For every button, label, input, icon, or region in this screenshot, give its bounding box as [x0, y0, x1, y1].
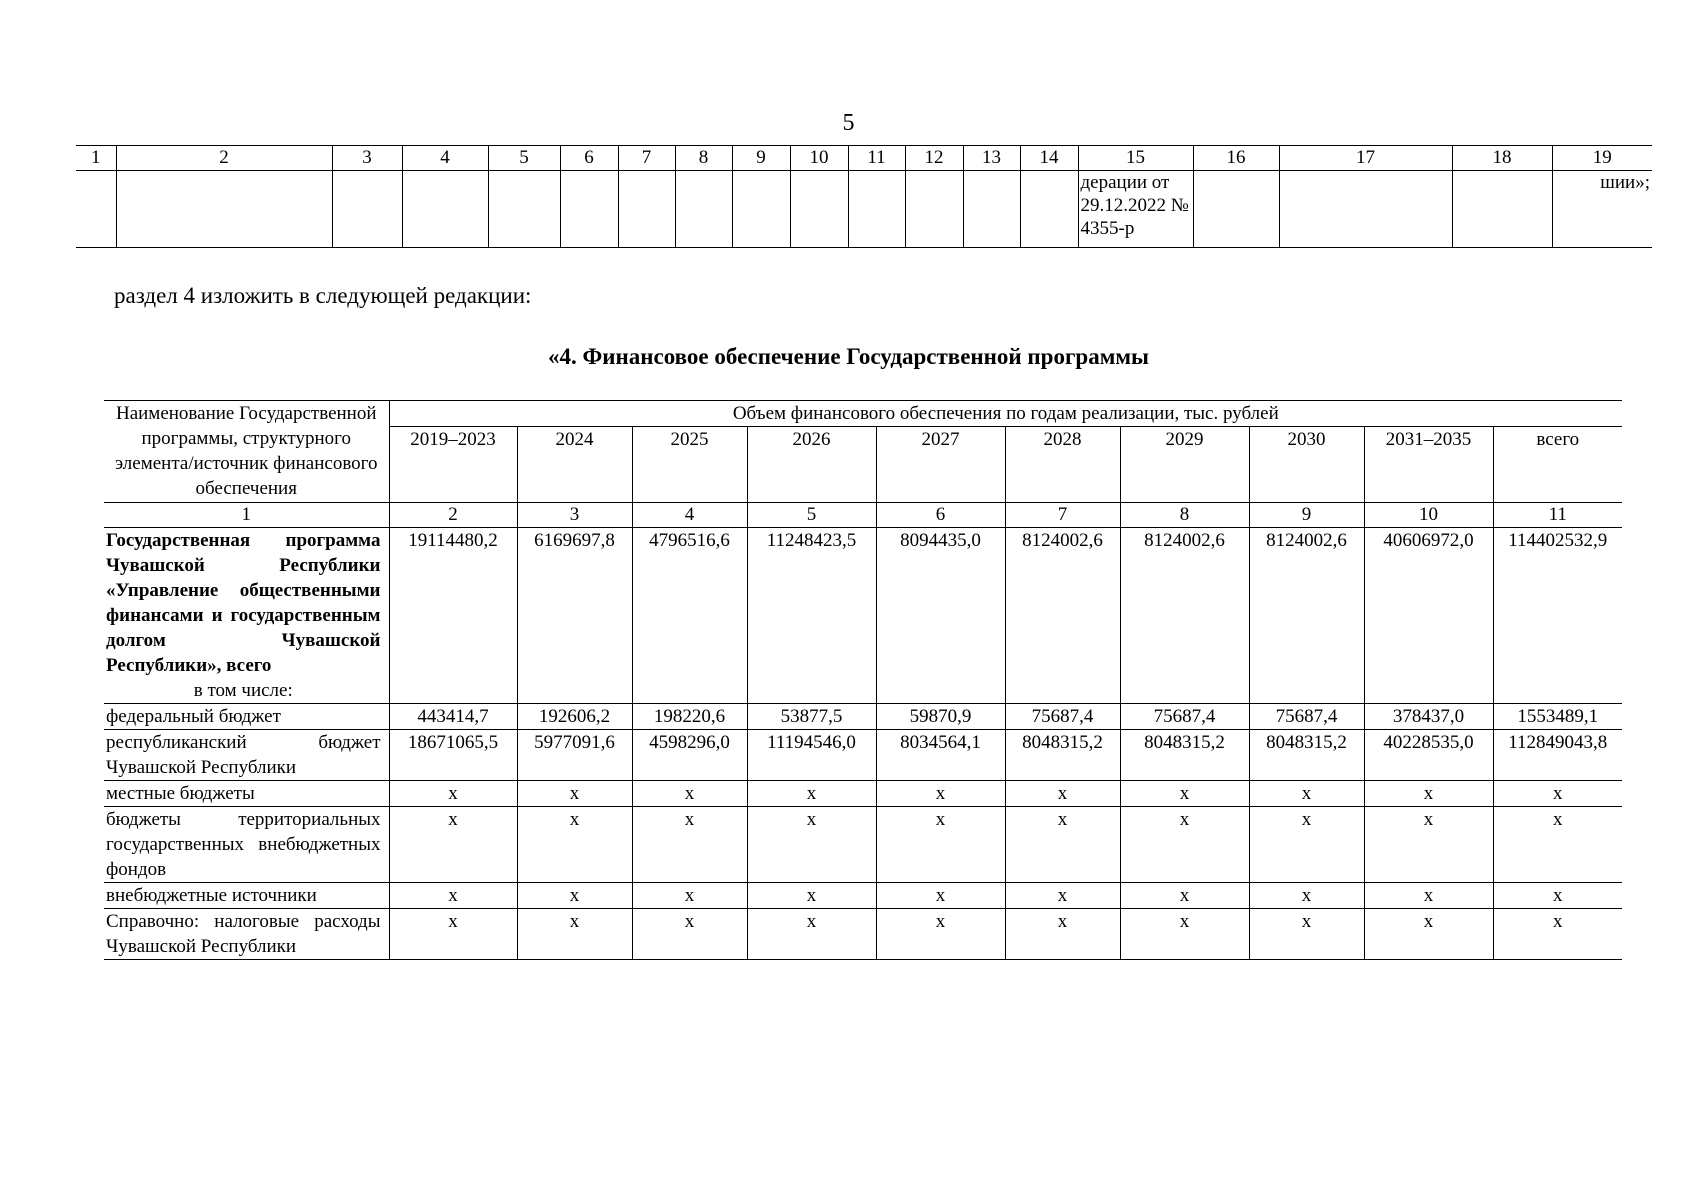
value-cell: 8094435,0 [876, 528, 1005, 704]
continuation-header-cell: 17 [1279, 146, 1452, 171]
value-cell: x [517, 909, 632, 960]
value-cell: x [1120, 807, 1249, 883]
table-row [104, 807, 1622, 883]
table-row [104, 909, 1622, 960]
continuation-cell [905, 171, 963, 248]
table-row [104, 730, 1622, 781]
value-cell: 75687,4 [1120, 704, 1249, 730]
value-cell: 8034564,1 [876, 730, 1005, 781]
continuation-cell [848, 171, 905, 248]
value-cell: x [389, 807, 517, 883]
row-name: бюджеты территориальных государственных внебюджетных фондов [104, 807, 389, 883]
value-cell: 59870,9 [876, 704, 1005, 730]
continuation-header-cell: 18 [1452, 146, 1552, 171]
continuation-cell [76, 171, 116, 248]
value-cell: x [1364, 781, 1493, 807]
program-name-cell [104, 528, 389, 704]
row-name: Справочно: налоговые расходы Чувашской Республики [104, 909, 389, 960]
column-number-row [104, 503, 1622, 528]
table-row [104, 781, 1622, 807]
continuation-header-row [76, 146, 1652, 171]
value-cell: 6169697,8 [517, 528, 632, 704]
value-cell: x [1493, 781, 1622, 807]
period-header: 2025 [632, 427, 747, 503]
row-name: внебюджетные источники [104, 883, 389, 909]
value-cell: x [876, 807, 1005, 883]
continuation-cell [116, 171, 332, 248]
continuation-header-cell: 11 [848, 146, 905, 171]
value-cell: x [517, 781, 632, 807]
continuation-cell [790, 171, 848, 248]
period-header: 2026 [747, 427, 876, 503]
name-column-header: Наименование Государственной программы, структурного элемента/источник финансового обеспечения [104, 401, 389, 503]
value-cell: x [1249, 883, 1364, 909]
value-cell: x [389, 909, 517, 960]
program-name: Государственная программа Чувашской Республики «Управление общественными финансами и государственным долгом Чувашской Республики», всего [106, 530, 381, 676]
period-header: всего [1493, 427, 1622, 503]
value-cell: 8048315,2 [1005, 730, 1120, 781]
value-cell: 11194546,0 [747, 730, 876, 781]
value-cell: x [747, 781, 876, 807]
value-cell: x [876, 883, 1005, 909]
continuation-header-cell: 6 [560, 146, 618, 171]
continuation-cell [1193, 171, 1279, 248]
value-cell: 8048315,2 [1249, 730, 1364, 781]
value-cell: 8048315,2 [1120, 730, 1249, 781]
period-header: 2019–2023 [389, 427, 517, 503]
continuation-header-cell: 14 [1020, 146, 1078, 171]
period-header: 2024 [517, 427, 632, 503]
group-header: Объем финансового обеспечения по годам реализации, тыс. рублей [389, 401, 1622, 427]
value-cell: 4796516,6 [632, 528, 747, 704]
value-cell: x [1005, 909, 1120, 960]
continuation-header-cell: 3 [332, 146, 402, 171]
continuation-cell [1452, 171, 1552, 248]
financial-table [104, 400, 1622, 960]
table-row [104, 704, 1622, 730]
period-header: 2031–2035 [1364, 427, 1493, 503]
column-number: 8 [1120, 503, 1249, 528]
value-cell: x [876, 781, 1005, 807]
value-cell: x [632, 807, 747, 883]
continuation-header-cell: 9 [732, 146, 790, 171]
value-cell: x [517, 807, 632, 883]
continuation-header-cell: 4 [402, 146, 488, 171]
column-number: 9 [1249, 503, 1364, 528]
value-cell: 443414,7 [389, 704, 517, 730]
value-cell: x [747, 909, 876, 960]
including-note: в том числе: [193, 680, 293, 701]
period-header: 2027 [876, 427, 1005, 503]
value-cell: x [1005, 883, 1120, 909]
value-cell: x [1493, 909, 1622, 960]
continuation-header-cell: 1 [76, 146, 116, 171]
value-cell: x [389, 883, 517, 909]
value-cell: x [517, 883, 632, 909]
continuation-cell-order-ref: дерации от 29.12.2022 № 4355-р [1078, 171, 1193, 248]
column-number: 3 [517, 503, 632, 528]
program-total-row [104, 528, 1622, 704]
value-cell: x [1493, 807, 1622, 883]
continuation-cell [560, 171, 618, 248]
value-cell: 40228535,0 [1364, 730, 1493, 781]
continuation-cell [963, 171, 1020, 248]
page-number: 5 [842, 110, 855, 136]
value-cell: x [1005, 807, 1120, 883]
continuation-header-cell: 8 [675, 146, 732, 171]
continuation-cell [1020, 171, 1078, 248]
value-cell: x [1249, 807, 1364, 883]
value-cell: x [1249, 781, 1364, 807]
row-name: федеральный бюджет [104, 704, 389, 730]
continuation-cell [488, 171, 560, 248]
continuation-header-cell: 5 [488, 146, 560, 171]
value-cell: 18671065,5 [389, 730, 517, 781]
continuation-cell [402, 171, 488, 248]
column-number: 10 [1364, 503, 1493, 528]
financial-header-row [104, 401, 1622, 427]
continuation-cell [732, 171, 790, 248]
value-cell: x [632, 909, 747, 960]
value-cell: x [1249, 909, 1364, 960]
value-cell: 8124002,6 [1120, 528, 1249, 704]
continuation-header-cell: 15 [1078, 146, 1193, 171]
value-cell: 112849043,8 [1493, 730, 1622, 781]
value-cell: 1553489,1 [1493, 704, 1622, 730]
value-cell: x [1120, 781, 1249, 807]
value-cell: x [1364, 807, 1493, 883]
continuation-header-cell: 16 [1193, 146, 1279, 171]
value-cell: x [632, 781, 747, 807]
continuation-header-cell: 7 [618, 146, 675, 171]
continuation-header-cell: 2 [116, 146, 332, 171]
value-cell: x [1120, 883, 1249, 909]
value-cell: 5977091,6 [517, 730, 632, 781]
table-row [104, 883, 1622, 909]
section-title: «4. Финансовое обеспечение Государственной программы [548, 344, 1149, 369]
value-cell: x [876, 909, 1005, 960]
continuation-header-cell: 19 [1552, 146, 1652, 171]
continuation-header-cell: 10 [790, 146, 848, 171]
column-number: 6 [876, 503, 1005, 528]
value-cell: x [747, 807, 876, 883]
continuation-cell-tail: шии»; [1552, 171, 1652, 248]
value-cell: 53877,5 [747, 704, 876, 730]
value-cell: 378437,0 [1364, 704, 1493, 730]
period-header: 2030 [1249, 427, 1364, 503]
value-cell: x [1493, 883, 1622, 909]
intro-paragraph: раздел 4 изложить в следующей редакции: [114, 283, 532, 308]
continuation-cell [618, 171, 675, 248]
continuation-table [76, 145, 1652, 248]
value-cell: x [747, 883, 876, 909]
value-cell: x [632, 883, 747, 909]
value-cell: 75687,4 [1249, 704, 1364, 730]
value-cell: 192606,2 [517, 704, 632, 730]
continuation-cell [332, 171, 402, 248]
column-number: 1 [104, 503, 389, 528]
column-number: 5 [747, 503, 876, 528]
value-cell: x [1364, 883, 1493, 909]
value-cell: 40606972,0 [1364, 528, 1493, 704]
column-number: 11 [1493, 503, 1622, 528]
continuation-cell [675, 171, 732, 248]
value-cell: 198220,6 [632, 704, 747, 730]
row-name: республиканский бюджет Чувашской Республики [104, 730, 389, 781]
value-cell: 75687,4 [1005, 704, 1120, 730]
value-cell: 11248423,5 [747, 528, 876, 704]
column-number: 7 [1005, 503, 1120, 528]
continuation-cell [1279, 171, 1452, 248]
continuation-header-cell: 12 [905, 146, 963, 171]
continuation-header-cell: 13 [963, 146, 1020, 171]
value-cell: x [1005, 781, 1120, 807]
value-cell: 8124002,6 [1249, 528, 1364, 704]
value-cell: x [1364, 909, 1493, 960]
continuation-body-row [76, 171, 1652, 248]
value-cell: 4598296,0 [632, 730, 747, 781]
value-cell: 19114480,2 [389, 528, 517, 704]
value-cell: x [389, 781, 517, 807]
value-cell: 114402532,9 [1493, 528, 1622, 704]
period-header: 2029 [1120, 427, 1249, 503]
period-header: 2028 [1005, 427, 1120, 503]
value-cell: 8124002,6 [1005, 528, 1120, 704]
value-cell: x [1120, 909, 1249, 960]
column-number: 4 [632, 503, 747, 528]
row-name: местные бюджеты [104, 781, 389, 807]
column-number: 2 [389, 503, 517, 528]
